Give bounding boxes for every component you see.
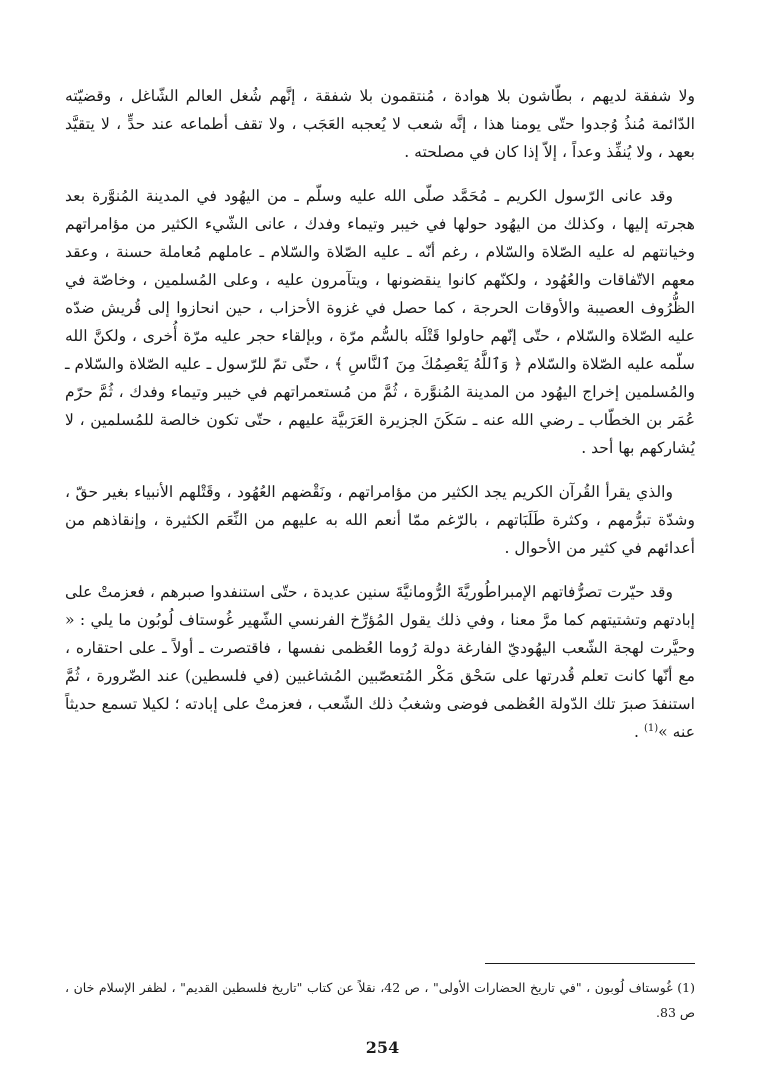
paragraph-2: وقد عانى الرّسول الكريم ـ مُحَمَّد صلّى الله عليه وسلّم ـ من اليهُود في المدينة المُنوَّرة بعد هجرته إليها ، وكذلك من اليهُود حولها في خيبر وتيماء وفدك ، عانى الشّيء الكثير من مؤامراتهم وخيانتهم له عليه الصّلاة والسّلام ، رغم أنّه ـ عليه الصّلاة والسّلام ـ عاملهم مُعاملة حسنة ، وعقد معهم الاتّفاقات والعُهُود ، ولكنّهم كانوا ينقضونها ، ويتآمرون عليه ، وعلى المُسلمين ، وخاصّة في الظُّرُوف العصيبة والأوقات الحرجة ، كما حصل في غزوة الأحزاب ، حين انحازوا إلى قُريش ضدّه عليه الصّلاة والسّلام ، حتّى إنّهم حاولوا قَتْلَه بالسُّم مرّة ، وبإلقاء حجر عليه مرّة أُخرى ، ولكنَّ الله سلّمه عليه الصّلاة والسّلام ﴿ وَٱللَّهُ يَعْصِمُكَ مِنَ ٱلنَّاسِ ﴾ ، حتّى تمّ للرّسول ـ عليه الصّلاة والسّلام ـ والمُسلمين إخراج اليهُود من المدينة المُنوَّرة ، ثُمَّ من مُستعمراتهم في خيبر وتيماء وفدك ، ثُمَّ حرّم عُمَر بن الخطّاب ـ رضي الله عنه ـ سَكَنَ الجزيرة العَرَبيَّة عليهم ، حتّى تكون خالصة للمُسلمين ، لا يُشاركهم بها أحد . <box>65 187 695 457</box>
paragraph-4-text: وقد حيّرت تصرُّفاتهم الإمبراطُوريَّةَ الرُّومانيَّةَ سنين عديدة ، حتّى استنفدوا صبرهم ، فعزمتْ على إبادتهم وتشتيتهم كما مرَّ معنا ، وفي ذلك يقول المُؤرِّخ الفرنسي الشّهير غُوستاف لُوبُون ما يلي : « وحيَّرت لهجة الشّعب اليهُوديّ الفارغة دولة رُوما العُظمى نفسها ، فاقتصرت ـ أولاً ـ على احتقاره ، مع أنّها كانت تعلم قُدرتها على سَحْق مَكْر المُتعصّبين المُشاغبين (في فلسطين) عند الضّرورة ، ثُمَّ استنفدَ صبرَ تلك الدّولة العُظمى فوضى وشغبُ ذلك الشّعب ، فعزمتْ على إبادته ؛ لكيلا تسمع حديثاً عنه » <box>65 583 695 741</box>
page-number: 254 <box>365 1038 400 1057</box>
paragraph-3: والذي يقرأ القُرآن الكريم يجد الكثير من مؤامراتهم ، ونَقْضهم العُهُود ، وقَتْلهم الأنبياء بغير حقّ ، وشدّة تبرُّمهم ، وكثرة طَلَبَاتهم ، بالرّغم ممّا أنعم الله به عليهم من النِّعَم الكثيرة ، وإنقاذهم من أعدائهم في كثير من الأحوال . <box>65 483 695 557</box>
paragraph-1: ولا شفقة لديهم ، بطّاشون بلا هوادة ، مُنتقمون بلا شفقة ، إنَّهم شُغل العالم الشّاغل ، وقضيّته الدّائمة مُنذُ وُجدوا حتّى يومنا هذا ، إنَّه شعب لا يُعجبه العَجَب ، ولا تقف أطماعه عند حدٍّ ، لا يتقيَّد بعهد ، ولا يُنفِّذ وعداً ، إلاّ إذا كان في مصلحته . <box>65 87 695 161</box>
footnote-reference: (1) <box>643 722 659 734</box>
closing-punctuation: . <box>634 723 644 741</box>
footnote <box>65 975 695 1025</box>
main-text <box>65 82 695 762</box>
paragraph-4 <box>65 578 695 746</box>
footnote-separator <box>485 963 695 964</box>
footnote-text: (1) غُوستاف لُوبون ، "في تاريخ الحضارات الأولى" ، ص 42، نقلاً عن كتاب "تاريخ فلسطين القديم" ، لظفر الإسلام خان ، ص 83. <box>65 980 695 1020</box>
